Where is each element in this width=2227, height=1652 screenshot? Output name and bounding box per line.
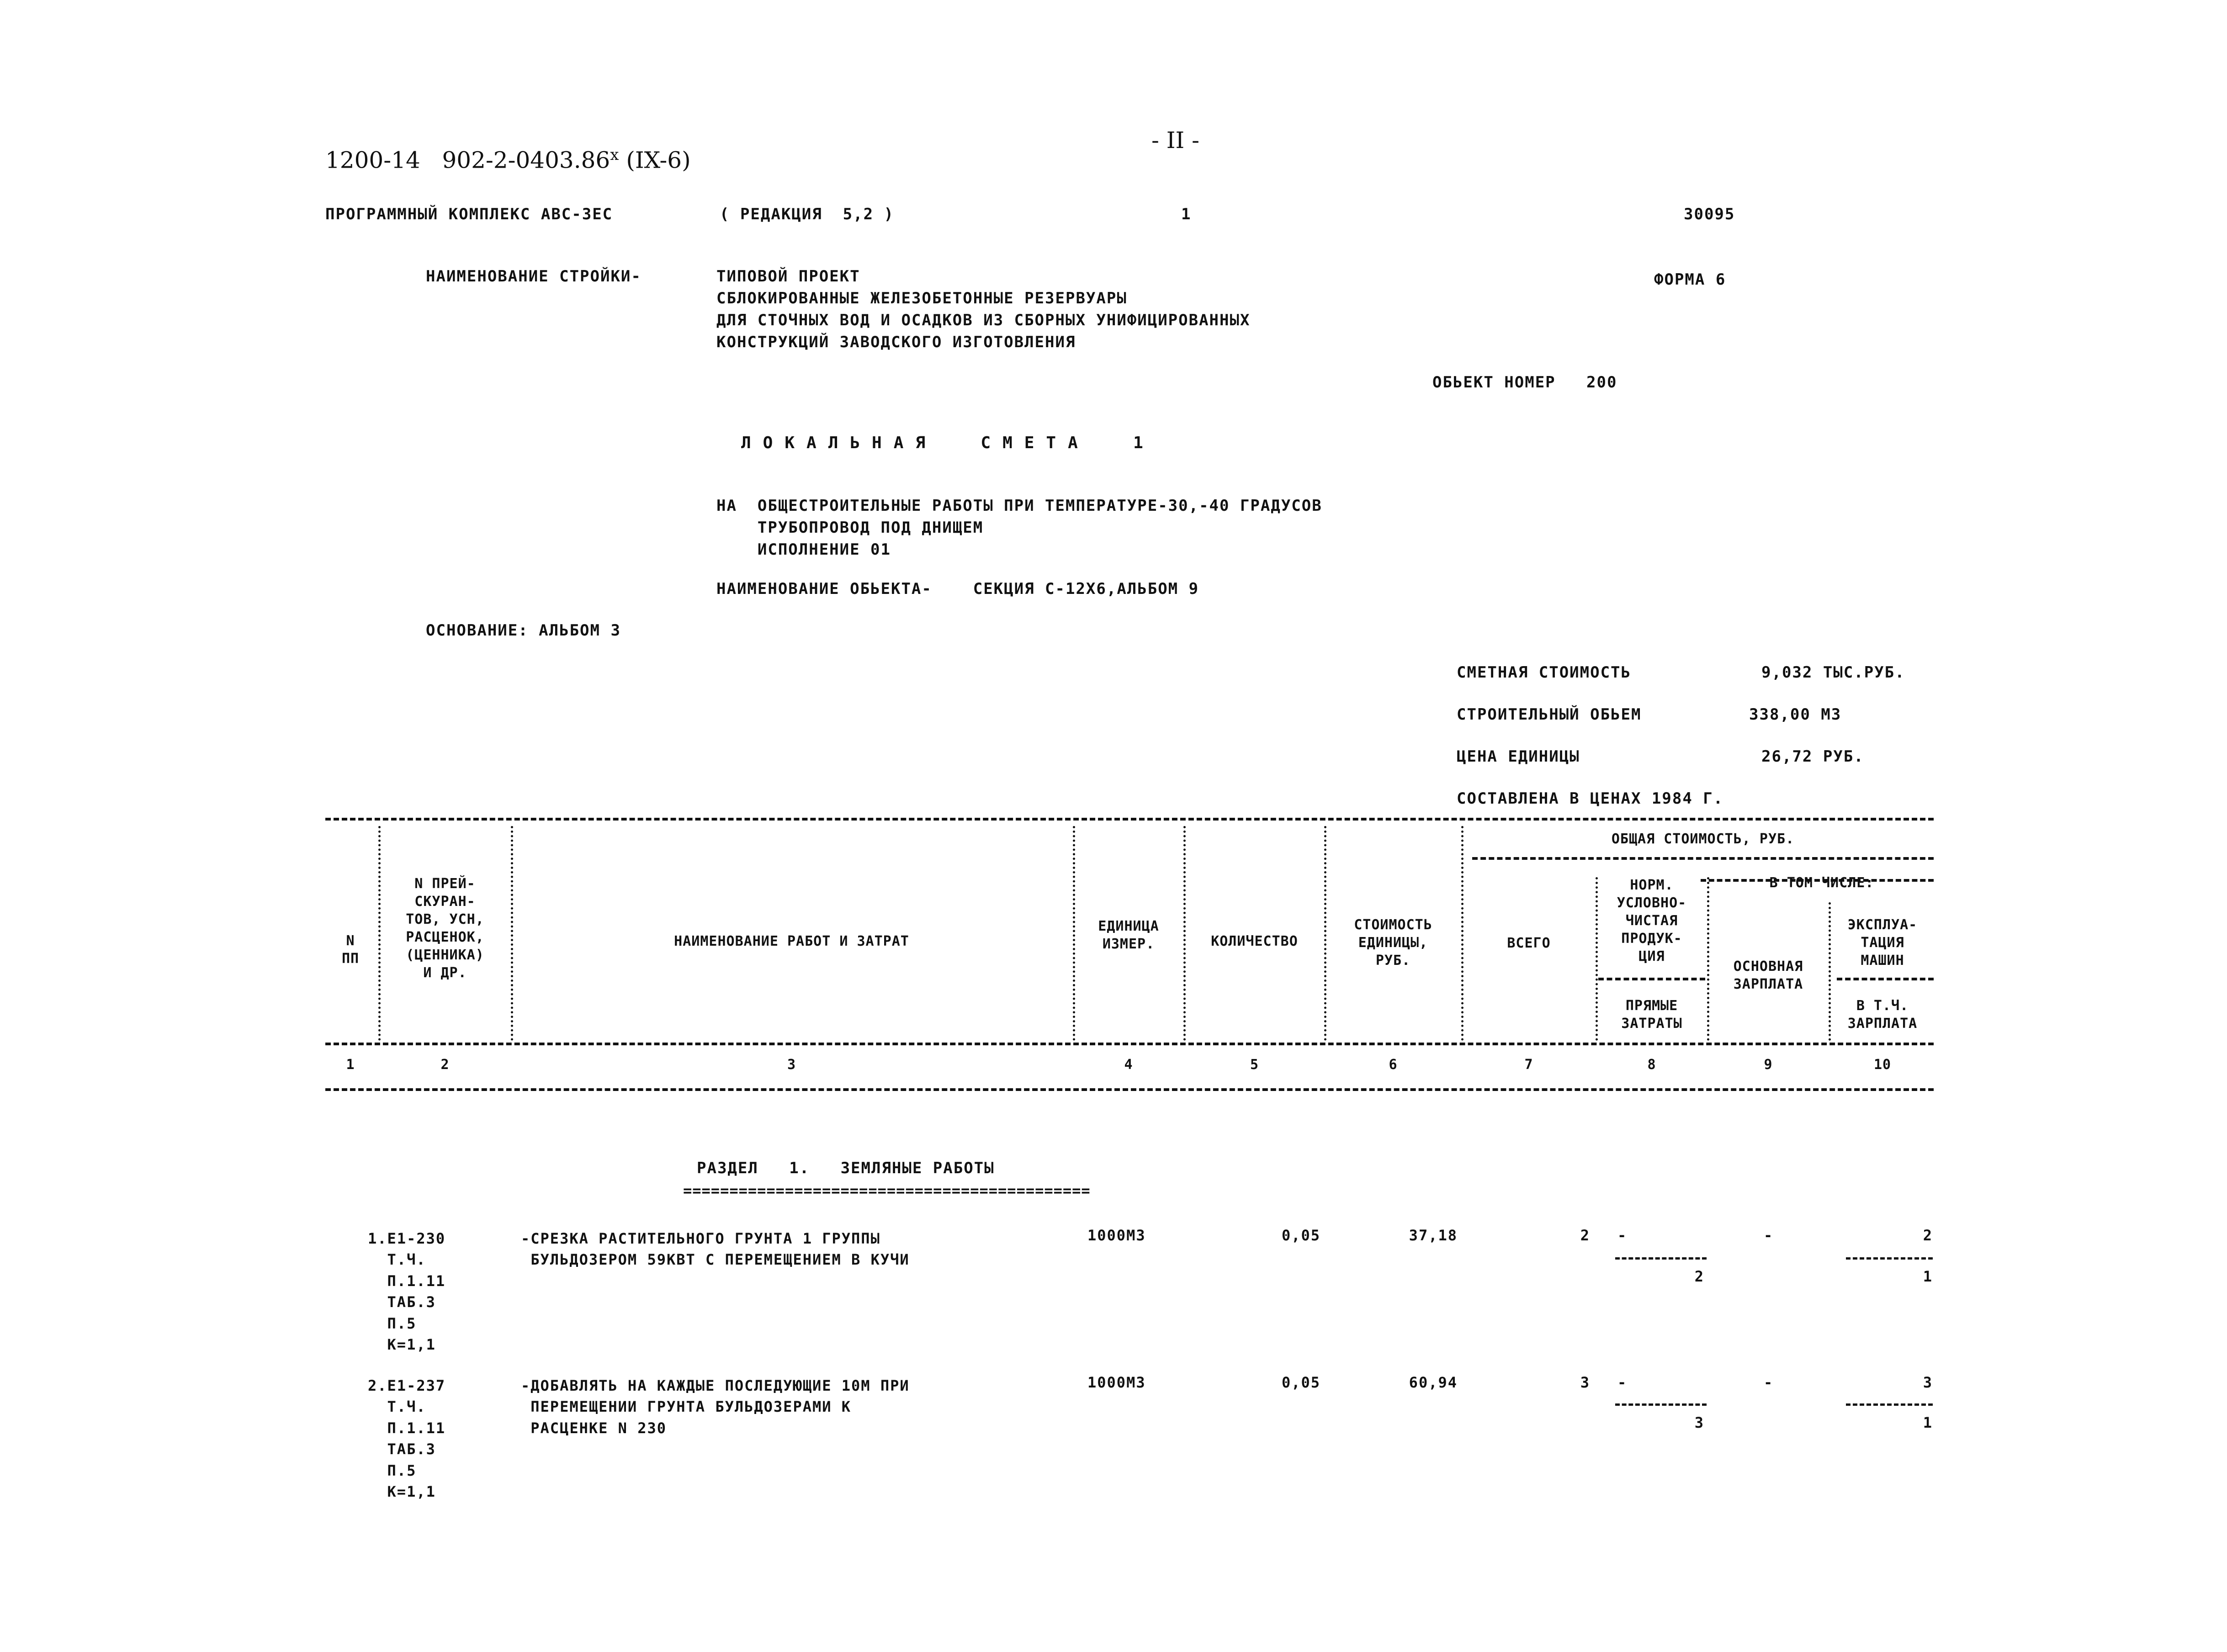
summary-value-cost: 9,032 ТЫС.РУБ. (1761, 663, 1905, 682)
summary-label-cost: СМЕТНАЯ СТОИМОСТЬ (1457, 663, 1631, 682)
row-total: 2 (1580, 1227, 1590, 1244)
construction-line-4: КОНСТРУКЦИЙ ЗАВОДСКОГО ИЗГОТОВЛЕНИЯ (716, 333, 1076, 351)
header-machines: ЭКСПЛУА- ТАЦИЯ МАШИН (1847, 917, 1918, 969)
column-divider (1596, 877, 1598, 1041)
row-direct-costs: 3 (1694, 1414, 1704, 1431)
row-work-name: -СРЕЗКА РАСТИТЕЛЬНОГО ГРУНТА 1 ГРУППЫ БУЛЬДОЗЕРОМ 59КВТ С ПЕРЕМЕЩЕНИЕМ В КУЧИ (521, 1230, 910, 1269)
column-divider (378, 826, 381, 1041)
object-name: НАИМЕНОВАНИЕ ОБЬЕКТА- СЕКЦИЯ С-12Х6,АЛЬБОМ 9 (716, 580, 1199, 598)
reference-superscript: х (610, 146, 619, 164)
summary-label-unit-price: ЦЕНА ЕДИНИЦЫ (1457, 747, 1580, 766)
column-number: 1 (346, 1057, 355, 1073)
construction-line-1: ТИПОВОЙ ПРОЕКТ (716, 267, 860, 286)
section-underline: ============================================ (683, 1182, 1091, 1199)
purpose-line-2: ТРУБОПРОВОД ПОД ДНИЩЕМ (716, 519, 984, 537)
header-bottom-rule (325, 1043, 1934, 1045)
row-unit-price: 37,18 (1409, 1227, 1458, 1244)
header-unit: ЕДИНИЦА ИЗМЕР. (1098, 918, 1159, 952)
header-row-number: N ПП (341, 933, 360, 967)
header-total: ВСЕГО (1507, 935, 1551, 951)
column-number: 8 (1647, 1057, 1656, 1073)
summary-value-unit-price: 26,72 РУБ. (1761, 747, 1864, 766)
column-divider (1829, 902, 1831, 1041)
row-fraction-rule (1615, 1257, 1707, 1260)
column-divider (1707, 877, 1709, 1041)
row-total: 3 (1580, 1374, 1590, 1391)
column-number: 3 (787, 1057, 796, 1073)
header-including-group: В ТОМ ЧИСЛЕ: (1769, 875, 1874, 891)
column-number: 9 (1764, 1057, 1773, 1073)
construction-line-2: СБЛОКИРОВАННЫЕ ЖЕЛЕЗОБЕТОННЫЕ РЕЗЕРВУАРЫ (716, 289, 1127, 307)
header-machines-wage: В Т.Ч. ЗАРПЛАТА (1847, 998, 1918, 1032)
prices-note: СОСТАВЛЕНА В ЦЕНАХ 1984 Г. (1457, 789, 1724, 808)
reference-number: 1200-14 902-2-0403.86 (325, 147, 610, 174)
table-top-rule (325, 818, 1934, 821)
row-price-code: 1.Е1-230 Т.Ч. П.1.11 ТАБ.3 П.5 К=1,1 (368, 1230, 446, 1353)
row-unit: 1000М3 (1087, 1227, 1146, 1244)
purpose-line-1: НА ОБЩЕСТРОИТЕЛЬНЫЕ РАБОТЫ ПРИ ТЕМПЕРАТУРЕ-30,-40 ГРАДУСОВ (716, 497, 1322, 515)
header-quantity: КОЛИЧЕСТВО (1211, 933, 1298, 949)
column-divider (1324, 826, 1326, 1041)
header-work-name: НАИМЕНОВАНИЕ РАБОТ И ЗАТРАТ (674, 933, 909, 949)
row-machines-wage: 1 (1923, 1414, 1933, 1431)
header-price-ref: N ПРЕЙ- СКУРАН- ТОВ, УСН, РАСЦЕНОК, (ЦЕННИКА) И ДР. (406, 876, 484, 981)
column-divider (1073, 826, 1075, 1041)
edition: ( РЕДАКЦИЯ 5,2 ) (720, 205, 894, 223)
column-number: 4 (1124, 1057, 1133, 1073)
document-code: 30095 (1684, 205, 1735, 223)
form-label: ФОРМА 6 (1654, 270, 1726, 289)
summary-value-volume: 338,00 М3 (1749, 705, 1842, 724)
construction-line-3: ДЛЯ СТОЧНЫХ ВОД И ОСАДКОВ ИЗ СБОРНЫХ УНИФИЦИРОВАННЫХ (716, 311, 1251, 329)
column-number: 10 (1873, 1057, 1892, 1073)
total-group-rule (1472, 857, 1934, 860)
row-direct-costs: 2 (1694, 1268, 1704, 1285)
summary-label-volume: СТРОИТЕЛЬНЫЙ ОБЬЕМ (1457, 705, 1642, 724)
reference-suffix: (IX-6) (619, 147, 691, 174)
row-norm-product: - (1617, 1227, 1628, 1244)
row-fraction-rule (1615, 1403, 1707, 1406)
row-base-wage: - (1764, 1227, 1774, 1244)
row-machines: 2 (1923, 1227, 1933, 1244)
column-divider (511, 826, 513, 1041)
row-fraction-rule (1846, 1257, 1933, 1260)
row-quantity: 0,05 (1281, 1227, 1320, 1244)
column-number: 6 (1389, 1057, 1398, 1073)
column-number: 5 (1250, 1057, 1259, 1073)
page-number: - II - (1151, 127, 1200, 154)
numbers-bottom-rule (325, 1088, 1934, 1091)
row-unit: 1000М3 (1087, 1374, 1146, 1391)
row-work-name: -ДОБАВЛЯТЬ НА КАЖДЫЕ ПОСЛЕДУЮЩИЕ 10М ПРИ ПЕРЕМЕЩЕНИИ ГРУНТА БУЛЬДОЗЕРАМИ К РАСЦЕНКЕ N 230 (521, 1377, 910, 1437)
program-name: ПРОГРАММНЫЙ КОМПЛЕКС АВС-ЗЕС (325, 205, 613, 223)
row-machines: 3 (1923, 1374, 1933, 1391)
object-number: ОБЬЕКТ НОМЕР 200 (1432, 373, 1617, 392)
column-number: 2 (440, 1057, 450, 1073)
norm-sub-rule (1598, 978, 1705, 980)
section-title: РАЗДЕЛ 1. ЗЕМЛЯНЫЕ РАБОТЫ (697, 1159, 995, 1177)
machines-sub-rule (1837, 978, 1934, 980)
row-norm-product: - (1617, 1374, 1628, 1391)
column-divider (1461, 826, 1463, 1041)
row-fraction-rule (1846, 1403, 1933, 1406)
header-total-cost-group: ОБЩАЯ СТОИМОСТЬ, РУБ. (1611, 831, 1795, 847)
column-number: 7 (1524, 1057, 1533, 1073)
row-quantity: 0,05 (1281, 1374, 1320, 1391)
handwritten-reference (325, 147, 691, 172)
construction-label: НАИМЕНОВАНИЕ СТРОЙКИ- (426, 267, 642, 286)
row-price-code: 2.Е1-237 Т.Ч. П.1.11 ТАБ.3 П.5 К=1,1 (368, 1377, 446, 1500)
row-unit-price: 60,94 (1409, 1374, 1458, 1391)
sheet-number: 1 (1181, 205, 1192, 223)
basis: ОСНОВАНИЕ: АЛЬБОМ 3 (426, 621, 621, 640)
column-divider (1183, 826, 1186, 1041)
estimate-title: ЛОКАЛЬНАЯ СМЕТА 1 (741, 434, 1155, 452)
row-base-wage: - (1764, 1374, 1774, 1391)
header-base-wage: ОСНОВНАЯ ЗАРПЛАТА (1733, 958, 1803, 992)
header-norm-product: НОРМ. УСЛОВНО- ЧИСТАЯ ПРОДУК- ЦИЯ (1617, 877, 1687, 964)
header-direct-costs: ПРЯМЫЕ ЗАТРАТЫ (1621, 998, 1682, 1032)
header-unit-cost: СТОИМОСТЬ ЕДИНИЦЫ, РУБ. (1354, 917, 1432, 969)
purpose-line-3: ИСПОЛНЕНИЕ 01 (716, 540, 891, 559)
row-machines-wage: 1 (1923, 1268, 1933, 1285)
